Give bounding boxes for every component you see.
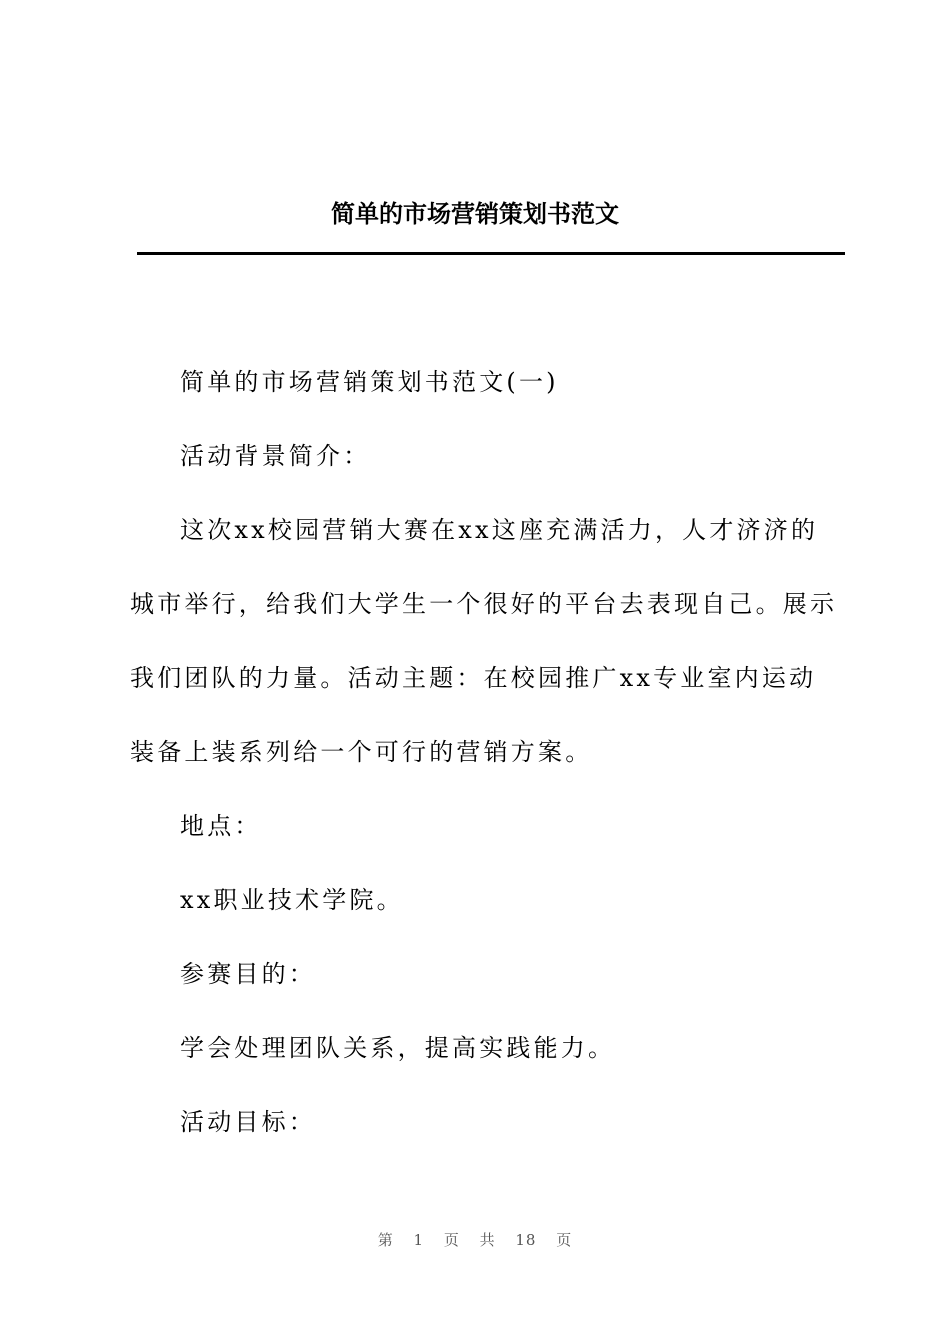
title-underline <box>137 252 845 255</box>
paragraph-location-text: xx职业技术学院。 <box>180 886 404 914</box>
paragraph-location-heading: 地点： <box>180 812 262 840</box>
paragraph-background-heading: 活动背景简介： <box>180 442 371 470</box>
paragraph-purpose-heading: 参赛目的： <box>180 960 316 988</box>
paragraph-goal-heading: 活动目标： <box>180 1108 316 1136</box>
page-number-footer: 第 1 页 共 18 页 <box>377 1231 573 1249</box>
paragraph-purpose-text: 学会处理团队关系，提高实践能力。 <box>180 1034 616 1062</box>
document-body <box>130 345 840 1159</box>
document-title: 简单的市场营销策划书范文 <box>331 199 619 228</box>
paragraph-subtitle: 简单的市场营销策划书范文(一) <box>180 368 559 396</box>
paragraph-background-text: 这次xx校园营销大赛在xx这座充满活力，人才济济的城市举行，给我们大学生一个很好的平台去表现自己。展示我们团队的力量。活动主题：在校园推广xx专业室内运动装备上装系列给一个可行的营销方案。 <box>130 516 838 766</box>
